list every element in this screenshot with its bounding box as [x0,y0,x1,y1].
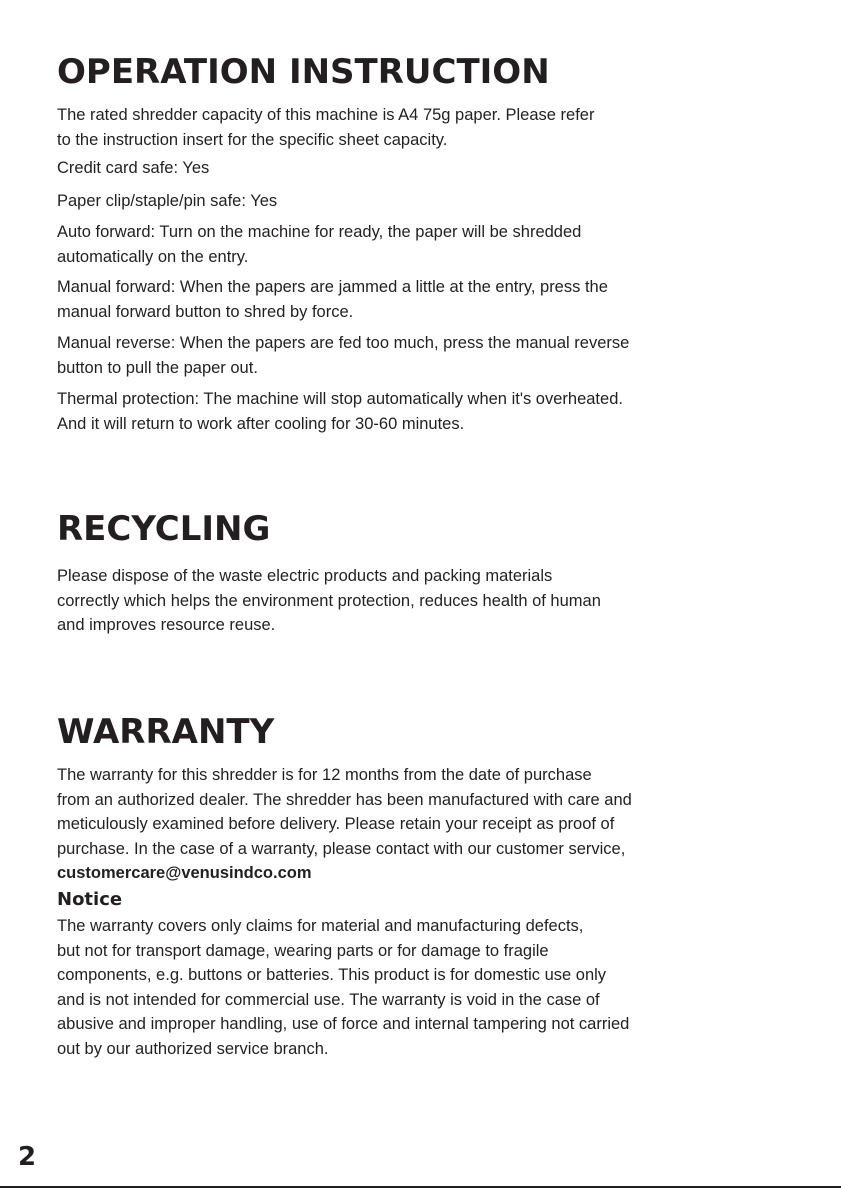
text-line: Manual reverse: When the papers are fed too much, press the manual reverse [57,334,630,352]
recycling-heading: RECYCLING [57,509,271,549]
recycling-paragraph [57,564,737,638]
page-number: 2 [18,1142,37,1172]
text-line: Paper clip/staple/pin safe: Yes [57,192,278,210]
text-line: The warranty covers only claims for material and manufacturing defects, [57,917,584,935]
operation-paragraph-credit-card [57,156,737,181]
operation-paragraph-auto-forward [57,220,737,269]
text-line: Thermal protection: The machine will stop automatically when it's overheated. [57,390,623,408]
text-line: but not for transport damage, wearing parts or for damage to fragile [57,941,549,960]
text-line: Auto forward: Turn on the machine for ready, the paper will be shredded [57,223,582,241]
warranty-heading: WARRANTY [57,712,275,752]
operation-paragraph-manual-reverse [57,331,737,380]
text-line: and improves resource reuse. [57,616,276,634]
notice-heading: Notice [57,889,123,910]
text-line: purchase. In the case of a warranty, please contact with our customer service, [57,839,626,858]
customer-care-email[interactable]: customercare@venusindco.com [57,864,312,882]
text-line: manual forward button to shred by force. [57,302,354,321]
operation-paragraph-clip-safe [57,189,737,214]
text-line: meticulously examined before delivery. Please retain your receipt as proof of [57,815,615,833]
warranty-paragraph [57,763,737,886]
notice-paragraph [57,914,737,1061]
text-line: Credit card safe: Yes [57,159,210,177]
text-line: Manual forward: When the papers are jammed a little at the entry, press the [57,278,608,296]
operation-paragraph-thermal-protection [57,387,737,436]
text-line: And it will return to work after cooling for 30-60 minutes. [57,414,465,433]
text-line: Please dispose of the waste electric products and packing materials [57,567,553,585]
operation-paragraph-manual-forward [57,275,737,324]
text-line: out by our authorized service branch. [57,1039,329,1058]
text-line: The rated shredder capacity of this machine is A4 75g paper. Please refer [57,106,595,124]
operation-paragraph-capacity [57,103,737,152]
text-line: components, e.g. buttons or batteries. This product is for domestic use only [57,966,607,984]
text-line: and is not intended for commercial use. The warranty is void in the case of [57,990,600,1009]
text-line: The warranty for this shredder is for 12 months from the date of purchase [57,766,592,784]
text-line: from an authorized dealer. The shredder has been manufactured with care and [57,790,632,809]
text-line: abusive and improper handling, use of force and internal tampering not carried [57,1015,630,1033]
text-line: button to pull the paper out. [57,358,258,377]
operation-instruction-heading: OPERATION INSTRUCTION [57,52,550,92]
text-line: correctly which helps the environment protection, reduces health of human [57,591,601,610]
text-line: automatically on the entry. [57,247,249,266]
text-line: to the instruction insert for the specific sheet capacity. [57,130,448,149]
